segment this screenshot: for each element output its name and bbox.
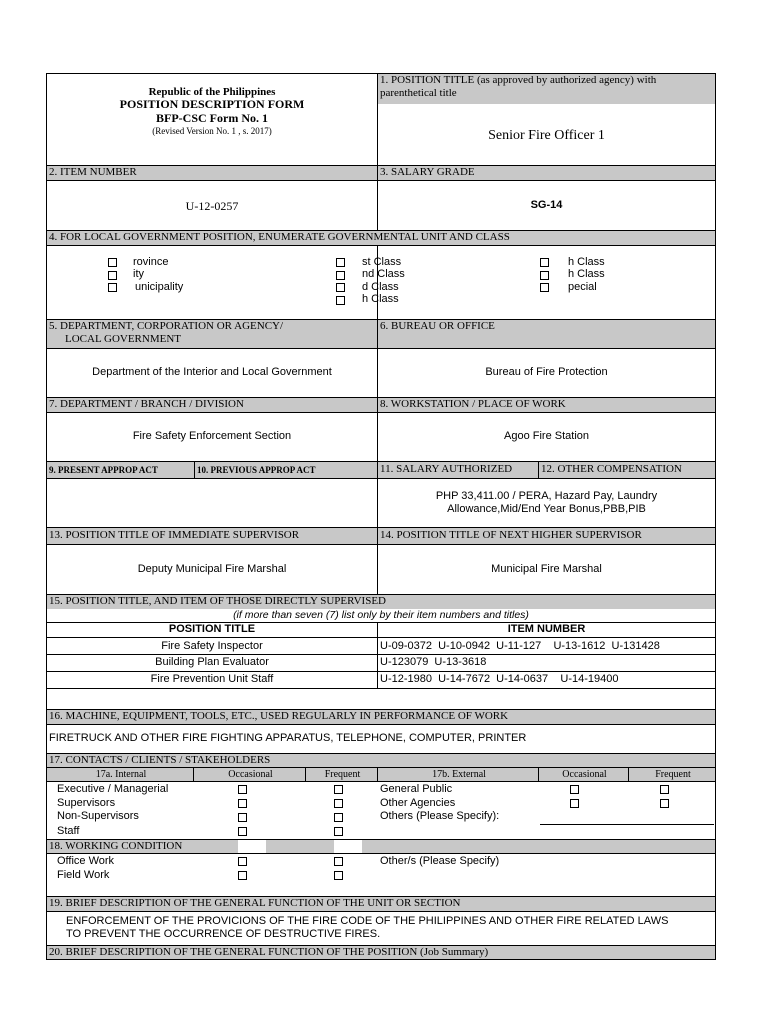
col-position-title: POSITION TITLE (168, 623, 256, 635)
internal-supervisors: Supervisors (57, 797, 116, 809)
internal-non-supervisors: Non-Supervisors (57, 810, 139, 822)
checkbox-sup-occasional[interactable] (238, 799, 247, 808)
checkbox-staff-frequent[interactable] (334, 827, 343, 836)
table-row-items: U-12-1980 U-14-7672 U-14-0637 U-14-19400 (380, 673, 619, 685)
office-work: Office Work (57, 855, 115, 867)
s1-label: 1. POSITION TITLE (as approved by authorized agency) with parenthetical title (378, 74, 715, 104)
checkbox-class-2[interactable] (336, 271, 345, 280)
s7-label: 7. DEPARTMENT / BRANCH / DIVISION (47, 398, 377, 412)
salary-authorized-value: PHP 33,411.00 / PERA, Hazard Pay, Laundry Allowance,Mid/End Year Bonus,PBB,PIB (435, 490, 658, 515)
checkbox-field-occasional[interactable] (238, 871, 247, 880)
s3-label: 3. SALARY GRADE (378, 166, 715, 180)
form-title: POSITION DESCRIPTION FORM (119, 97, 305, 111)
unit-function-value: ENFORCEMENT OF THE PROVICIONS OF THE FIRE CODE OF THE PHILIPPINES AND OTHER FIRE RELATED LAWS TO PREVENT THE OCCURRENCE OF DESTRUCTIVE FIRES. (66, 915, 669, 940)
division-value: Fire Safety Enforcement Section (132, 430, 292, 442)
option-class-2: nd Class (362, 268, 405, 280)
option-class-3: d Class (362, 281, 399, 293)
item-number-value: U-12-0257 (185, 199, 239, 213)
checkbox-public-frequent[interactable] (660, 785, 669, 794)
external-other-agencies: Other Agencies (380, 797, 456, 809)
s13-label: 13. POSITION TITLE OF IMMEDIATE SUPERVISOR (47, 528, 377, 544)
s14-label: 14. POSITION TITLE OF NEXT HIGHER SUPERVISOR (378, 528, 715, 544)
col-item-number: ITEM NUMBER (507, 623, 586, 635)
option-province: rovince (133, 256, 169, 268)
frequent-header-external: Frequent (629, 768, 715, 781)
occasional-header-external: Occasional (539, 768, 628, 781)
checkbox-municipality[interactable] (108, 283, 117, 292)
external-others-specify: Others (Please Specify): (380, 810, 500, 822)
s8-label: 8. WORKSTATION / PLACE OF WORK (378, 398, 715, 412)
bureau-value: Bureau of Fire Protection (485, 366, 608, 378)
s20-label: 20. BRIEF DESCRIPTION OF THE GENERAL FUNCTION OF THE POSITION (Job Summary) (47, 946, 715, 959)
s15-note: (if more than seven (7) list only by their item numbers and titles) (233, 609, 529, 621)
checkbox-class-4[interactable] (336, 296, 345, 305)
s2-label: 2. ITEM NUMBER (47, 166, 377, 180)
republic-text: Republic of the Philippines (148, 86, 276, 98)
option-municipality: unicipality (135, 281, 184, 293)
option-class-1: st Class (362, 256, 402, 268)
option-city: ity (133, 268, 144, 280)
field-work: Field Work (57, 869, 110, 881)
s6-label: 6. BUREAU OR OFFICE (378, 320, 715, 348)
checkbox-office-frequent[interactable] (334, 857, 343, 866)
table-row-items: U-09-0372 U-10-0942 U-11-127 U-13-1612 U-131428 (380, 640, 660, 652)
table-row: Fire Prevention Unit Staff (150, 673, 274, 685)
s4-label: 4. FOR LOCAL GOVERNMENT POSITION, ENUMERATE GOVERNMENTAL UNIT AND CLASS (47, 231, 715, 245)
checkbox-class-6[interactable] (540, 271, 549, 280)
immediate-supervisor-value: Deputy Municipal Fire Marshal (137, 563, 287, 575)
external-header: 17b. External (378, 768, 538, 781)
checkbox-sup-frequent[interactable] (334, 799, 343, 808)
checkbox-exec-occasional[interactable] (238, 785, 247, 794)
option-class-5: h Class (568, 256, 605, 268)
next-supervisor-value: Municipal Fire Marshal (491, 563, 602, 575)
s12-label: 12. OTHER COMPENSATION (539, 462, 715, 478)
form-header (47, 86, 377, 137)
internal-executive: Executive / Managerial (57, 783, 169, 795)
checkbox-nonsup-occasional[interactable] (238, 813, 247, 822)
s5-label: 5. DEPARTMENT, CORPORATION OR AGENCY/ LOCAL GOVERNMENT (47, 320, 377, 348)
checkbox-class-3[interactable] (336, 283, 345, 292)
table-row-items: U-123079 U-13-3618 (380, 656, 487, 668)
option-special: pecial (568, 281, 597, 293)
department-value: Department of the Interior and Local Government (92, 366, 332, 378)
workstation-value: Agoo Fire Station (504, 430, 589, 442)
checkbox-staff-occasional[interactable] (238, 827, 247, 836)
checkbox-city[interactable] (108, 271, 117, 280)
table-row: Building Plan Evaluator (155, 656, 269, 668)
checkbox-public-occasional[interactable] (570, 785, 579, 794)
external-general-public: General Public (380, 783, 453, 795)
position-title-value: Senior Fire Officer 1 (488, 128, 605, 143)
salary-grade-value: SG-14 (530, 199, 563, 211)
checkbox-nonsup-frequent[interactable] (334, 813, 343, 822)
s18-label: 18. WORKING CONDITION (47, 840, 715, 853)
checkbox-class-5[interactable] (540, 258, 549, 267)
checkbox-exec-frequent[interactable] (334, 785, 343, 794)
checkbox-special[interactable] (540, 283, 549, 292)
s9-label: 9. PRESENT APPROP ACT (47, 462, 194, 478)
checkbox-agencies-frequent[interactable] (660, 799, 669, 808)
option-class-6: h Class (568, 268, 605, 280)
s17-label: 17. CONTACTS / CLIENTS / STAKEHOLDERS (47, 754, 715, 767)
s16-label: 16. MACHINE, EQUIPMENT, TOOLS, ETC., USED REGULARLY IN PERFORMANCE OF WORK (47, 710, 715, 724)
checkbox-field-frequent[interactable] (334, 871, 343, 880)
revised-version: (Revised Version No. 1 , s. 2017) (152, 126, 272, 136)
occasional-header-internal: Occasional (194, 768, 305, 781)
equipment-value: FIRETRUCK AND OTHER FIRE FIGHTING APPARATUS, TELEPHONE, COMPUTER, PRINTER (49, 732, 527, 744)
checkbox-office-occasional[interactable] (238, 857, 247, 866)
internal-header: 17a. Internal (47, 768, 193, 781)
other-conditions: Other/s (Please Specify) (380, 855, 500, 867)
table-row: Fire Safety Inspector (161, 640, 263, 652)
checkbox-class-1[interactable] (336, 258, 345, 267)
s15-label: 15. POSITION TITLE, AND ITEM OF THOSE DIRECTLY SUPERVISED (47, 595, 715, 609)
frequent-header-internal: Frequent (306, 768, 377, 781)
checkbox-province[interactable] (108, 258, 117, 267)
s11-label: 11. SALARY AUTHORIZED (378, 462, 538, 478)
option-class-4: h Class (362, 293, 399, 305)
s10-label: 10. PREVIOUS APPROP ACT (195, 462, 377, 478)
s19-label: 19. BRIEF DESCRIPTION OF THE GENERAL FUNCTION OF THE UNIT OR SECTION (47, 897, 715, 911)
others-specify-line[interactable] (540, 824, 714, 825)
form-number: BFP-CSC Form No. 1 (156, 111, 268, 125)
checkbox-agencies-occasional[interactable] (570, 799, 579, 808)
internal-staff: Staff (57, 825, 80, 837)
